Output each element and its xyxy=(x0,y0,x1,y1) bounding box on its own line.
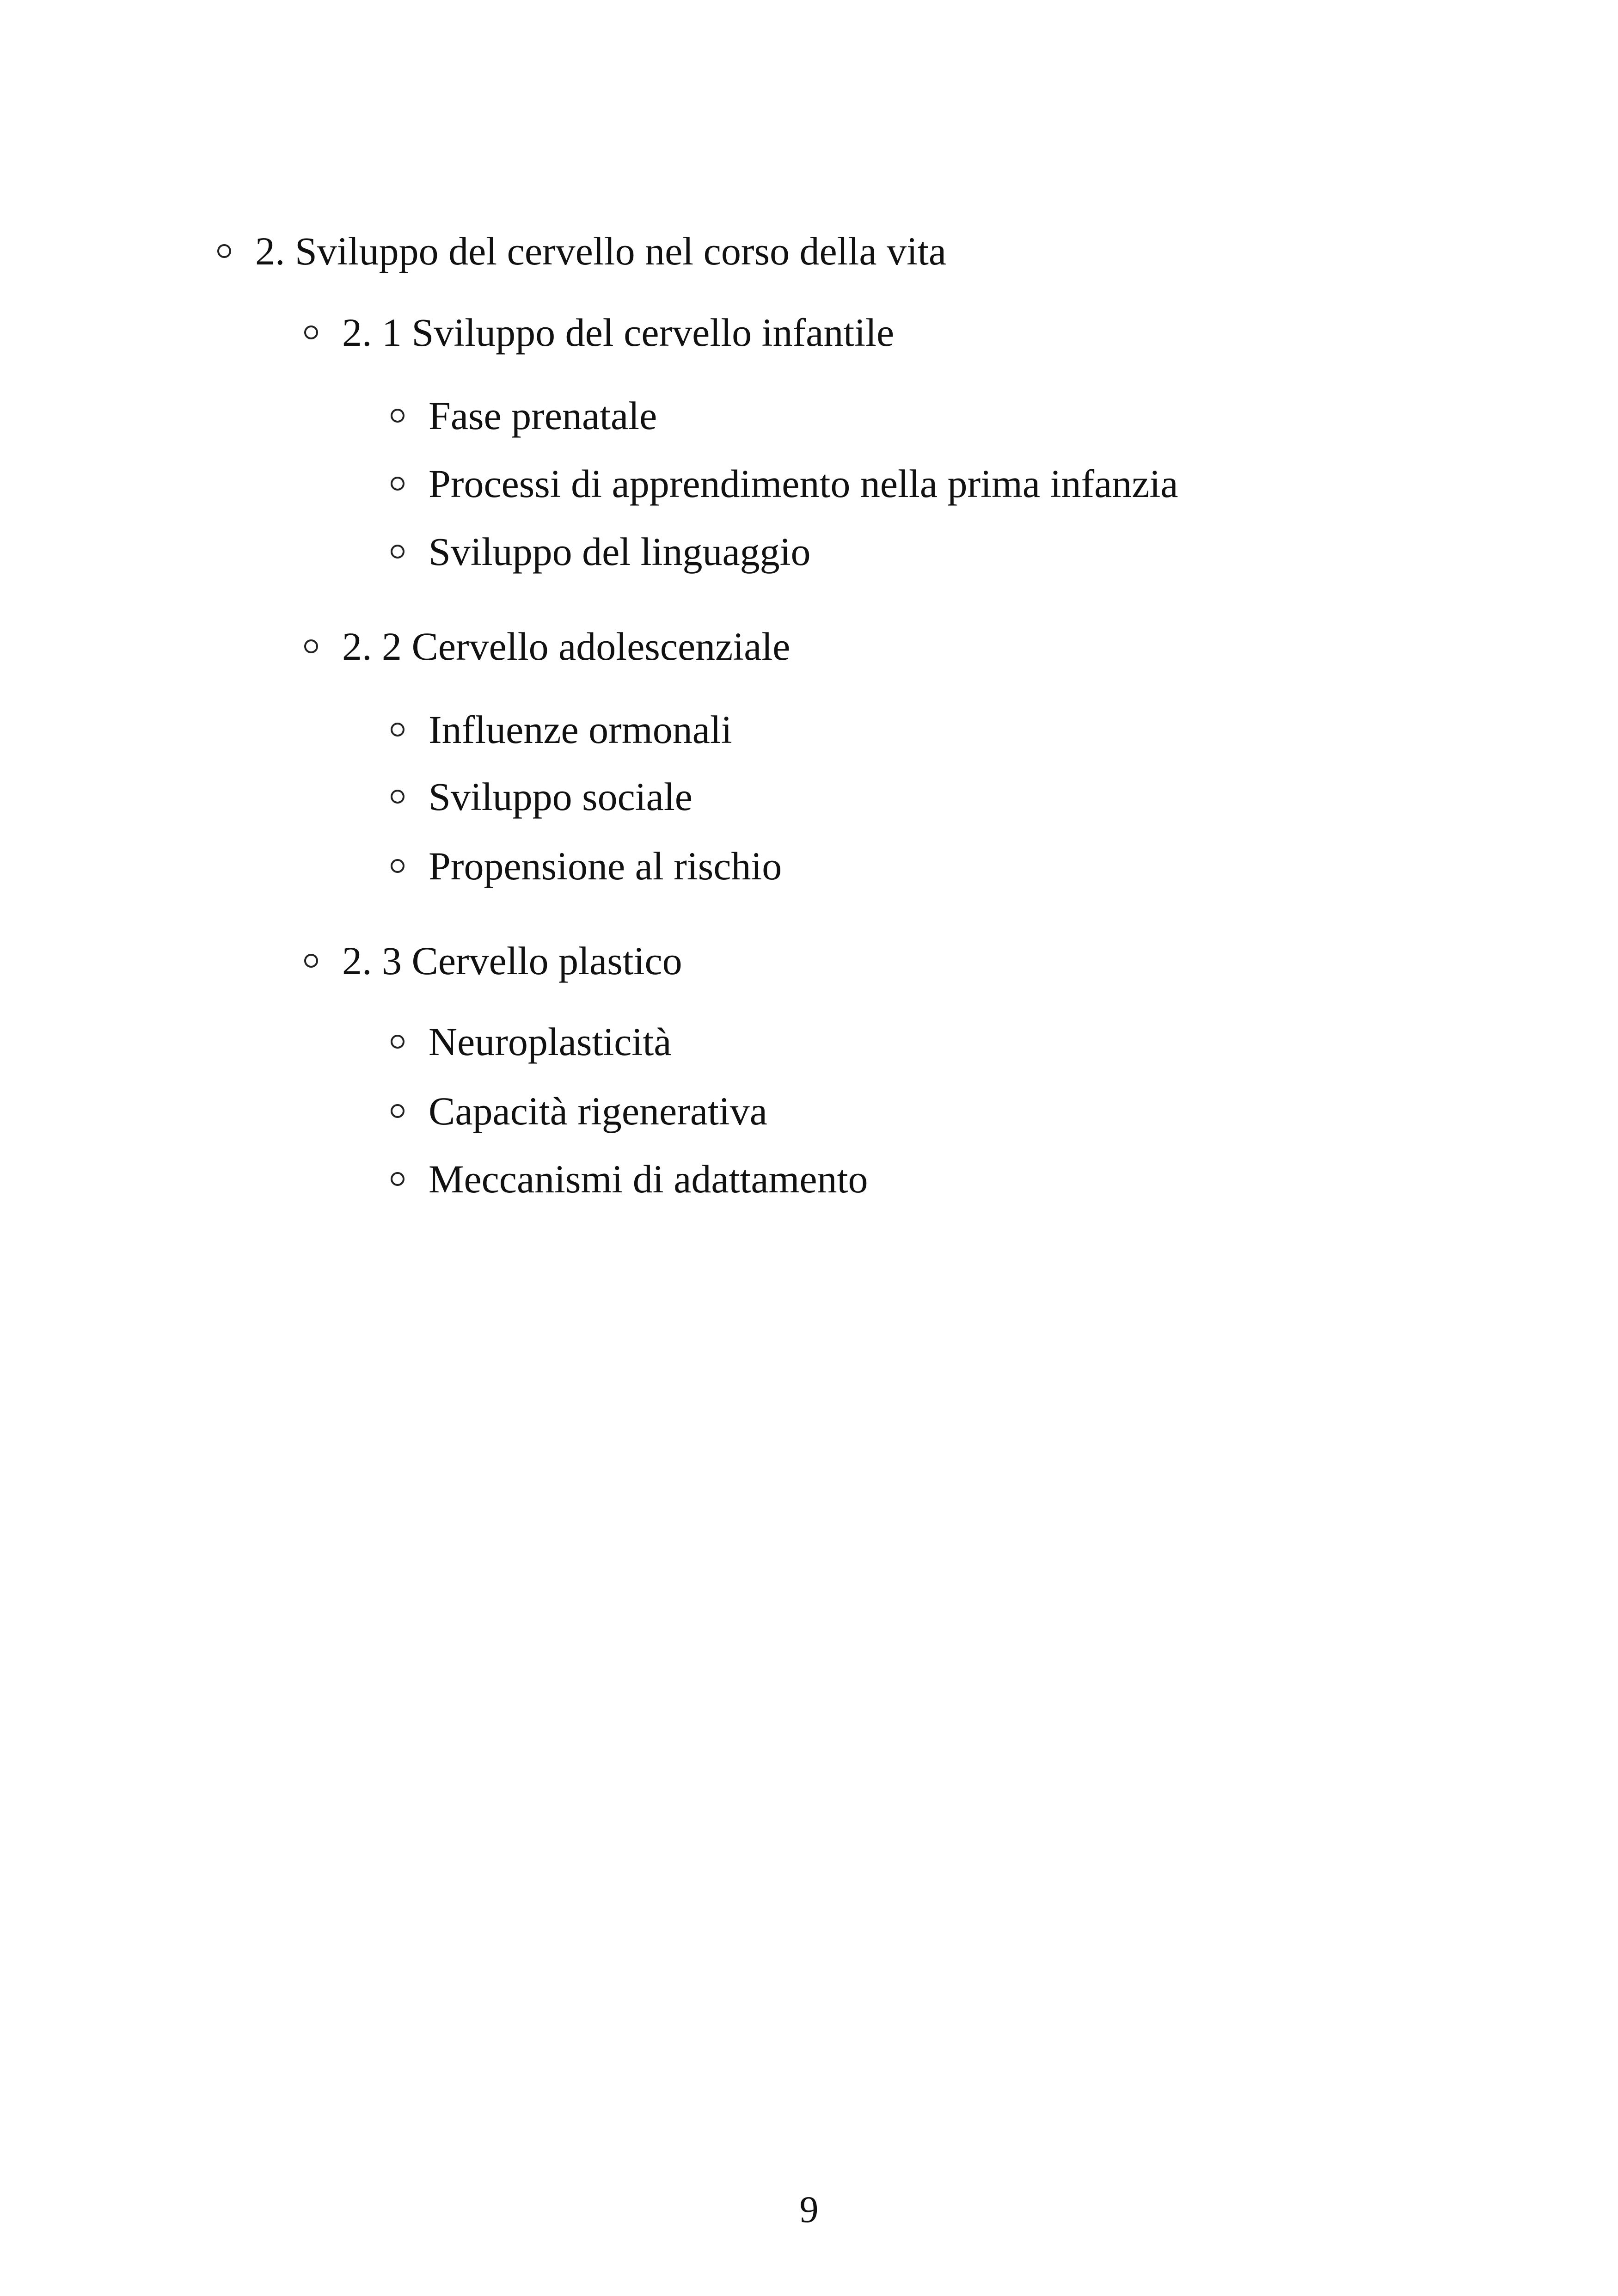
bullet-circle-icon xyxy=(391,790,404,804)
item-label: Influenze ormonali xyxy=(429,707,732,752)
item-label: Sviluppo sociale xyxy=(429,774,693,819)
outline-subsection xyxy=(304,941,682,981)
bullet-circle-icon xyxy=(391,1035,404,1049)
bullet-circle-icon xyxy=(391,477,404,491)
outline-subsection xyxy=(304,624,791,669)
item-label: Fase prenatale xyxy=(429,393,657,438)
bullet-circle-icon xyxy=(391,545,404,559)
bullet-circle-icon xyxy=(304,954,318,968)
outline-item xyxy=(391,707,732,752)
bullet-circle-icon xyxy=(391,723,404,737)
page-number: 9 xyxy=(799,2188,819,2230)
section-title: 2. Sviluppo del cervello nel corso della vita xyxy=(255,229,947,273)
outline-item xyxy=(391,461,1178,506)
outline-item xyxy=(391,529,811,574)
bullet-circle-icon xyxy=(304,639,318,653)
outline-item xyxy=(391,774,693,819)
bullet-circle-icon xyxy=(391,859,404,873)
subsection-title: 2. 3 Cervello plastico xyxy=(342,939,682,983)
bullet-circle-icon xyxy=(391,1104,404,1118)
item-label: Capacità rigenerativa xyxy=(429,1089,767,1133)
item-label: Propensione al rischio xyxy=(429,844,782,888)
bullet-circle-icon xyxy=(391,1172,404,1186)
subsection-title: 2. 2 Cervello adolescenziale xyxy=(342,624,791,669)
outline-item xyxy=(391,393,657,438)
outline-item xyxy=(391,1091,767,1131)
outline-item xyxy=(391,846,782,886)
outline-subsection xyxy=(304,310,895,355)
outline-section xyxy=(217,231,946,271)
outline-item xyxy=(391,1159,868,1199)
outline-item xyxy=(391,1019,672,1064)
bullet-circle-icon xyxy=(304,325,318,339)
item-label: Neuroplasticità xyxy=(429,1019,672,1064)
item-label: Sviluppo del linguaggio xyxy=(429,529,811,574)
item-label: Processi di apprendimento nella prima infanzia xyxy=(429,461,1178,506)
subsection-title: 2. 1 Sviluppo del cervello infantile xyxy=(342,310,895,355)
item-label: Meccanismi di adattamento xyxy=(429,1157,868,1201)
bullet-circle-icon xyxy=(217,244,231,258)
bullet-circle-icon xyxy=(391,409,404,423)
